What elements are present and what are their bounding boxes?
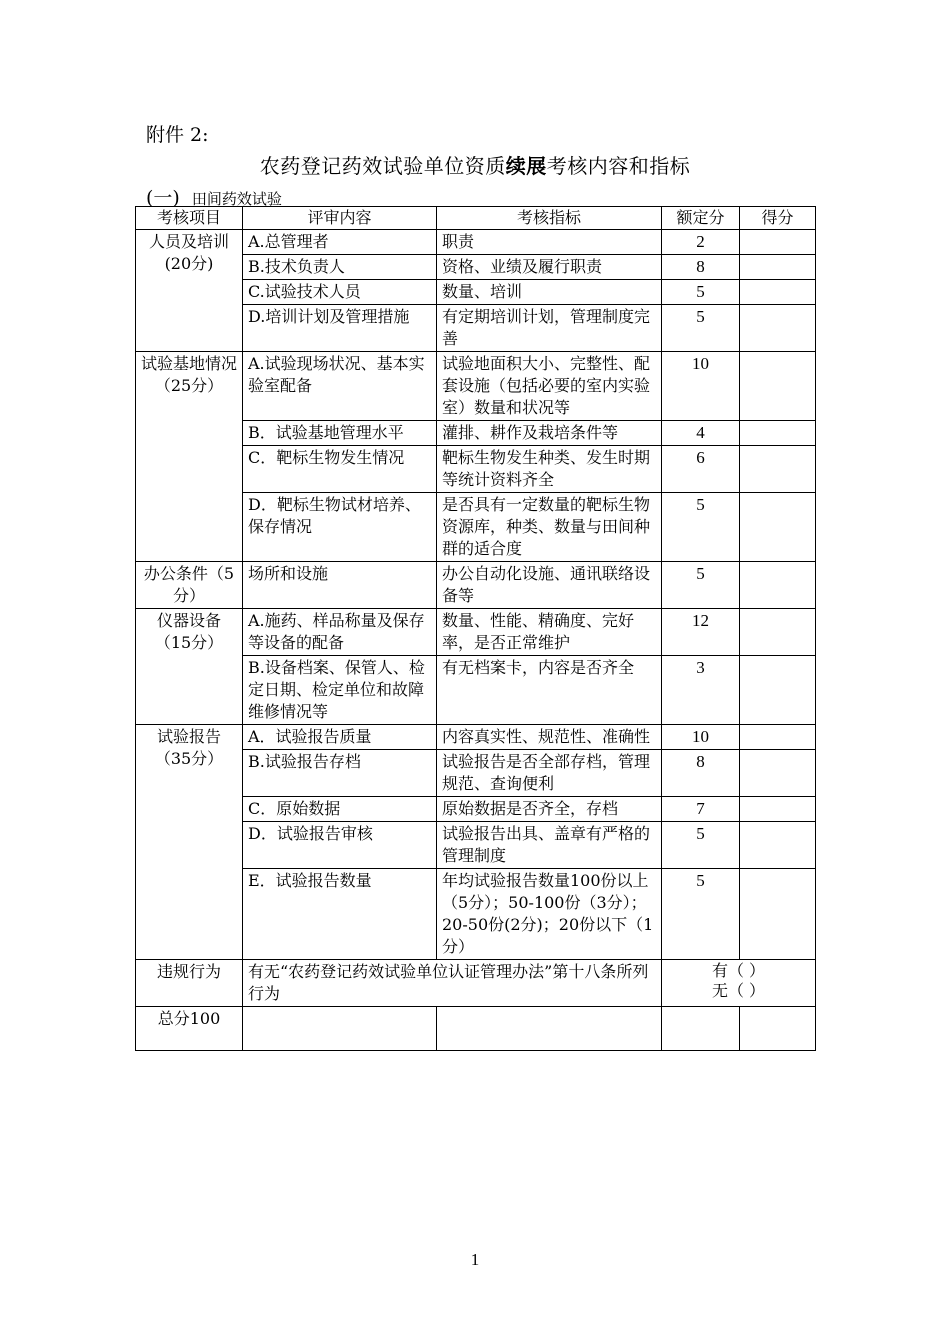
title-pre: 农药登记药效试验单位资质 [259, 154, 506, 178]
score-cell: 5 [662, 562, 740, 609]
category-violation: 违规行为 [136, 960, 243, 1007]
score-cell: 4 [662, 421, 740, 446]
score-cell: 5 [662, 305, 740, 352]
title-bold: 续展 [505, 154, 547, 178]
got-score-cell[interactable] [740, 493, 816, 562]
indicator-cell: 试验地面积大小、完整性、配套设施（包括必要的室内实验室）数量和状况等 [437, 352, 662, 421]
got-score-cell[interactable] [740, 750, 816, 797]
score-cell: 5 [662, 280, 740, 305]
content-cell: D．靶标生物试材培养、保存情况 [243, 493, 437, 562]
indicator-cell: 试验报告出具、盖章有严格的管理制度 [437, 822, 662, 869]
indicator-cell: 办公自动化设施、通讯联络设备等 [437, 562, 662, 609]
got-score-cell[interactable] [740, 822, 816, 869]
header-got: 得分 [740, 207, 816, 230]
category-personnel: 人员及培训(20分) [136, 230, 243, 352]
got-score-cell[interactable] [740, 305, 816, 352]
indicator-cell: 资格、业绩及履行职责 [437, 255, 662, 280]
content-cell: B.设备档案、保管人、检定日期、检定单位和故障维修情况等 [243, 656, 437, 725]
indicator-cell: 灌排、耕作及栽培条件等 [437, 421, 662, 446]
indicator-cell: 试验报告是否全部存档，管理规范、查询便利 [437, 750, 662, 797]
got-score-cell[interactable] [740, 725, 816, 750]
got-score-cell[interactable] [740, 230, 816, 255]
content-cell: C．原始数据 [243, 797, 437, 822]
got-score-cell[interactable] [740, 446, 816, 493]
section-name: 田间药效试验 [191, 190, 282, 208]
content-cell: 场所和设施 [243, 562, 437, 609]
score-cell: 8 [662, 255, 740, 280]
category-report: 试验报告（35分） [136, 725, 243, 960]
total-blank [662, 1007, 740, 1051]
indicator-cell: 数量、性能、精确度、完好率，是否正常维护 [437, 609, 662, 656]
got-score-cell[interactable] [740, 280, 816, 305]
score-cell: 6 [662, 446, 740, 493]
got-score-cell[interactable] [740, 255, 816, 280]
score-cell: 3 [662, 656, 740, 725]
content-cell: C.试验技术人员 [243, 280, 437, 305]
assessment-table [135, 206, 816, 1051]
total-blank [437, 1007, 662, 1051]
header-item: 考核项目 [136, 207, 243, 230]
score-cell: 12 [662, 609, 740, 656]
header-indicator: 考核指标 [437, 207, 662, 230]
table-row [136, 562, 816, 609]
violation-yes[interactable]: 有（ ） [711, 961, 766, 980]
title-post: 考核内容和指标 [546, 154, 691, 178]
table-row [136, 725, 816, 750]
score-cell: 2 [662, 230, 740, 255]
total-blank [243, 1007, 437, 1051]
content-cell: A．试验报告质量 [243, 725, 437, 750]
content-cell: D.培训计划及管理措施 [243, 305, 437, 352]
header-quota: 额定分 [662, 207, 740, 230]
got-score-cell[interactable] [740, 797, 816, 822]
score-cell: 5 [662, 822, 740, 869]
indicator-cell: 是否具有一定数量的靶标生物资源库，种类、数量与田间种群的适合度 [437, 493, 662, 562]
got-score-cell[interactable] [740, 609, 816, 656]
indicator-cell: 年均试验报告数量100份以上（5分）；50-100份（3分）；20-50份(2分)；20份以下（1分） [437, 869, 662, 960]
score-cell: 5 [662, 493, 740, 562]
header-row [136, 207, 816, 230]
content-cell: D．试验报告审核 [243, 822, 437, 869]
attachment-label: 附件 2: [146, 124, 209, 146]
got-score-cell[interactable] [740, 352, 816, 421]
category-base: 试验基地情况（25分） [136, 352, 243, 562]
score-cell: 10 [662, 725, 740, 750]
indicator-cell: 职责 [437, 230, 662, 255]
indicator-cell: 内容真实性、规范性、准确性 [437, 725, 662, 750]
violation-row [136, 960, 816, 1007]
table-row [136, 352, 816, 421]
page-title [0, 150, 950, 179]
content-cell: E．试验报告数量 [243, 869, 437, 960]
total-label: 总分100 [136, 1007, 243, 1051]
score-cell: 7 [662, 797, 740, 822]
indicator-cell: 原始数据是否齐全，存档 [437, 797, 662, 822]
got-score-cell[interactable] [740, 421, 816, 446]
content-cell: B．试验基地管理水平 [243, 421, 437, 446]
score-cell: 10 [662, 352, 740, 421]
content-cell: A.试验现场状况、基本实验室配备 [243, 352, 437, 421]
content-cell: B.技术负责人 [243, 255, 437, 280]
score-cell: 5 [662, 869, 740, 960]
violation-choice[interactable] [662, 960, 816, 1007]
score-cell: 8 [662, 750, 740, 797]
content-cell: C．靶标生物发生情况 [243, 446, 437, 493]
got-score-cell[interactable] [740, 562, 816, 609]
violation-content: 有无“农药登记药效试验单位认证管理办法”第十八条所列行为 [243, 960, 662, 1007]
got-score-cell[interactable] [740, 656, 816, 725]
indicator-cell: 有无档案卡，内容是否齐全 [437, 656, 662, 725]
violation-no[interactable]: 无（ ） [711, 981, 766, 1000]
section-number: (一) [146, 187, 180, 209]
content-cell: B.试验报告存档 [243, 750, 437, 797]
content-cell: A.施药、样品称量及保存等设备的配备 [243, 609, 437, 656]
total-row [136, 1007, 816, 1051]
content-cell: A.总管理者 [243, 230, 437, 255]
got-score-cell[interactable] [740, 869, 816, 960]
indicator-cell: 数量、培训 [437, 280, 662, 305]
page-number: 1 [470, 1250, 480, 1269]
indicator-cell: 靶标生物发生种类、发生时期等统计资料齐全 [437, 446, 662, 493]
total-got-score[interactable] [740, 1007, 816, 1051]
category-equipment: 仪器设备（15分） [136, 609, 243, 725]
table-row [136, 230, 816, 255]
category-office: 办公条件（5分） [136, 562, 243, 609]
indicator-cell: 有定期培训计划，管理制度完善 [437, 305, 662, 352]
table-row [136, 609, 816, 656]
header-content: 评审内容 [243, 207, 437, 230]
